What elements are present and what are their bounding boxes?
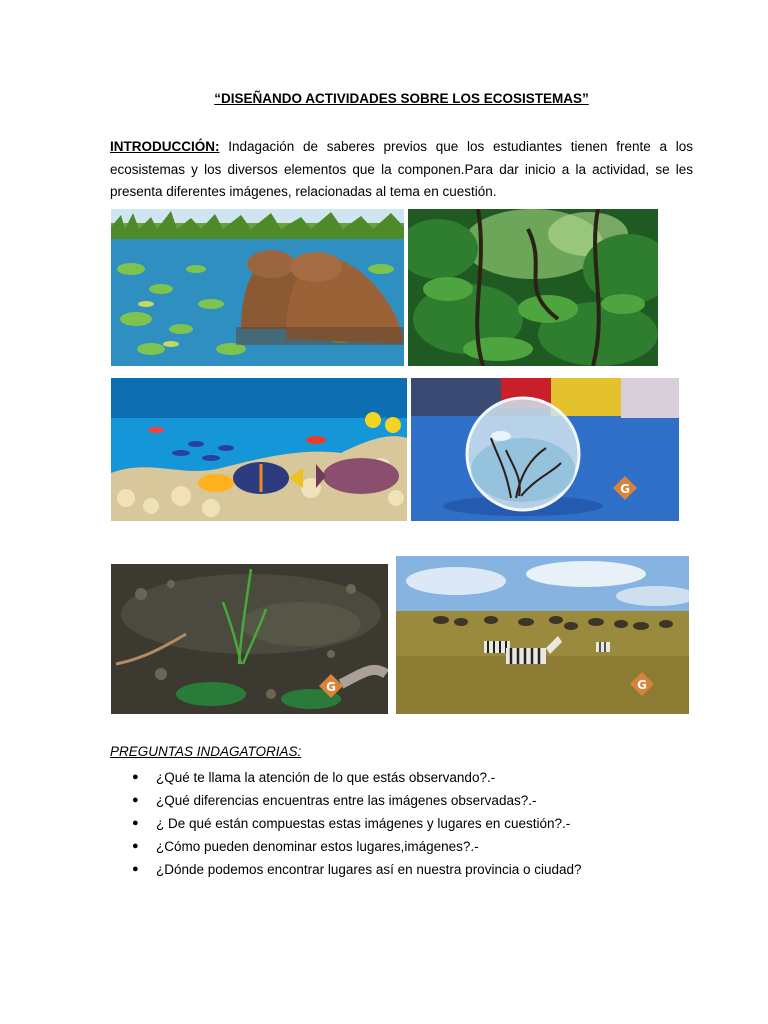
bullet-icon: ● xyxy=(132,863,139,875)
question-item xyxy=(110,812,693,835)
bullet-icon: ● xyxy=(132,840,139,852)
question-item xyxy=(110,766,693,789)
bullet-icon: ● xyxy=(132,771,139,783)
question-text: ¿Dónde podemos encontrar lugares así en nuestra provincia o ciudad? xyxy=(156,862,582,877)
rainforest-photo xyxy=(408,209,658,366)
question-item xyxy=(110,835,693,858)
svg-text:G: G xyxy=(326,680,336,694)
question-item xyxy=(110,858,693,881)
bullet-icon: ● xyxy=(132,794,139,806)
svg-text:G: G xyxy=(637,678,647,692)
svg-text:G: G xyxy=(620,482,630,496)
question-text: ¿Qué te llama la atención de lo que estás observando?.- xyxy=(156,770,496,785)
question-text: ¿ De qué están compuestas estas imágenes y lugares en cuestión?.- xyxy=(156,816,571,831)
wetland-capybaras-photo xyxy=(111,209,404,366)
coral-reef-fish-photo xyxy=(111,378,407,521)
introduction-paragraph xyxy=(110,136,693,204)
glass-sphere-ecosystem-photo xyxy=(411,378,679,521)
question-text: ¿Qué diferencias encuentras entre las imágenes observadas?.- xyxy=(156,793,537,808)
introduction-text: Indagación de saberes previos que los estudiantes tienen frente a los ecosistemas y los diversos elementos que la componen.Para dar inicio a la actividad, se les presenta diferentes imágenes, relacionadas al tema en cuestión. xyxy=(110,139,693,199)
puddle-sprout-photo xyxy=(111,564,388,714)
introduction-label: INTRODUCCIÓN: xyxy=(110,139,220,154)
savanna-zebras-photo xyxy=(396,556,689,714)
bullet-icon: ● xyxy=(132,817,139,829)
questions-heading: PREGUNTAS INDAGATORIAS: xyxy=(110,744,302,759)
questions-list xyxy=(110,766,693,881)
document-title: “DISEÑANDO ACTIVIDADES SOBRE LOS ECOSISTEMAS” xyxy=(214,91,589,106)
question-item xyxy=(110,789,693,812)
question-text: ¿Cómo pueden denominar estos lugares,imágenes?.- xyxy=(156,839,479,854)
